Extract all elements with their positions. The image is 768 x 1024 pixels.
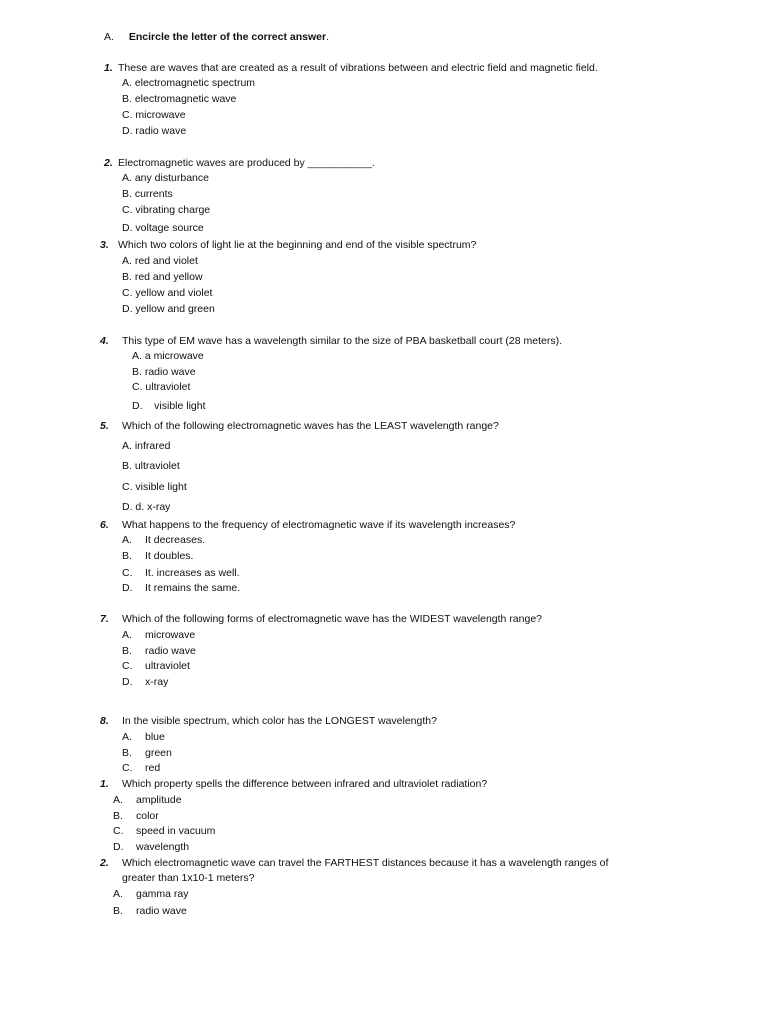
question-number: 3.: [100, 239, 109, 251]
choice: A. red and violet: [122, 255, 198, 267]
choice: B. red and yellow: [122, 271, 203, 283]
choice-letter: B.: [122, 747, 132, 759]
choice-letter: A.: [122, 534, 132, 546]
question-number: 4.: [100, 335, 109, 347]
question-number: 2.: [100, 857, 109, 869]
question-text: These are waves that are created as a result of vibrations between and electric field and magnetic field.: [118, 62, 598, 74]
choice-letter: D.: [122, 676, 133, 688]
question-text-continued: greater than 1x10-1 meters?: [122, 872, 255, 884]
choice-text: amplitude: [136, 794, 182, 806]
instruction-text: Encircle the letter of the correct answer: [128, 31, 327, 43]
choice-letter: A.: [113, 794, 123, 806]
choice: B. ultraviolet: [122, 460, 180, 472]
question-number: 2.: [104, 157, 113, 169]
instruction-period: .: [326, 31, 329, 43]
choice-letter: C.: [122, 567, 133, 579]
choice-letter: A.: [122, 731, 132, 743]
choice-text: It. increases as well.: [145, 567, 240, 579]
question-number: 7.: [100, 613, 109, 625]
choice-text: red: [145, 762, 161, 774]
choice-text: It doubles.: [145, 550, 194, 562]
question-text: Which of the following forms of electromagnetic wave has the WIDEST wavelength range?: [122, 613, 543, 625]
question-number: 8.: [100, 715, 109, 727]
choice-text: x-ray: [145, 676, 169, 688]
question-text: Which two colors of light lie at the beginning and end of the visible spectrum?: [118, 239, 477, 251]
question-text: Which of the following electromagnetic waves has the LEAST wavelength range?: [122, 420, 499, 432]
question-text: What happens to the frequency of electromagnetic wave if its wavelength increases?: [122, 519, 516, 531]
question-text: This type of EM wave has a wavelength similar to the size of PBA basketball court (28 meters).: [122, 335, 563, 347]
question-number: 6.: [100, 519, 109, 531]
choice: B. currents: [122, 188, 173, 200]
choice-text: ultraviolet: [145, 660, 190, 672]
choice-text: color: [136, 810, 159, 822]
question-number: 1.: [104, 62, 113, 74]
choice: D. voltage source: [122, 222, 204, 234]
section-letter: A.: [104, 31, 114, 43]
choice-text: It decreases.: [145, 534, 206, 546]
instruction-header: [104, 30, 329, 44]
choice-text: radio wave: [145, 645, 196, 657]
choice-letter: D.: [113, 841, 124, 853]
choice-letter: D.: [122, 582, 133, 594]
choice-letter: B.: [122, 645, 132, 657]
choice: D. visible light: [132, 400, 206, 412]
choice-text: It remains the same.: [145, 582, 241, 594]
choice: A. any disturbance: [122, 172, 209, 184]
choice: B. radio wave: [132, 366, 196, 378]
choice: C. microwave: [122, 109, 186, 121]
choice: D. d. x-ray: [122, 501, 171, 513]
choice-letter: B.: [113, 810, 123, 822]
choice-text: microwave: [145, 629, 196, 641]
question-number: 1.: [100, 778, 109, 790]
choice-text: green: [145, 747, 172, 759]
question-number: 5.: [100, 420, 109, 432]
choice: C. yellow and violet: [122, 287, 213, 299]
question-text: Which property spells the difference between infrared and ultraviolet radiation?: [122, 778, 488, 790]
choice-text: blue: [145, 731, 165, 743]
choice-letter: C.: [113, 825, 124, 837]
choice: A. electromagnetic spectrum: [122, 77, 256, 89]
choice: A. infrared: [122, 440, 171, 452]
choice-letter: B.: [113, 905, 123, 917]
choice-text: radio wave: [136, 905, 187, 917]
question-text: In the visible spectrum, which color has the LONGEST wavelength?: [122, 715, 437, 727]
choice-letter: C.: [122, 762, 133, 774]
choice-letter: C.: [122, 660, 133, 672]
choice: A. a microwave: [132, 350, 204, 362]
choice: C. visible light: [122, 481, 187, 493]
choice: B. electromagnetic wave: [122, 93, 237, 105]
choice-text: speed in vacuum: [136, 825, 216, 837]
question-text: Electromagnetic waves are produced by ___________.: [118, 157, 375, 169]
choice: C. vibrating charge: [122, 204, 211, 216]
choice-letter: B.: [122, 550, 132, 562]
choice-text: gamma ray: [136, 888, 189, 900]
question-text: Which electromagnetic wave can travel the FARTHEST distances because it has a wavelength ranges of: [122, 857, 609, 869]
choice: D. radio wave: [122, 125, 187, 137]
choice: C. ultraviolet: [132, 381, 191, 393]
choice-letter: A.: [113, 888, 123, 900]
choice-letter: A.: [122, 629, 132, 641]
choice-text: wavelength: [136, 841, 190, 853]
choice: D. yellow and green: [122, 303, 215, 315]
